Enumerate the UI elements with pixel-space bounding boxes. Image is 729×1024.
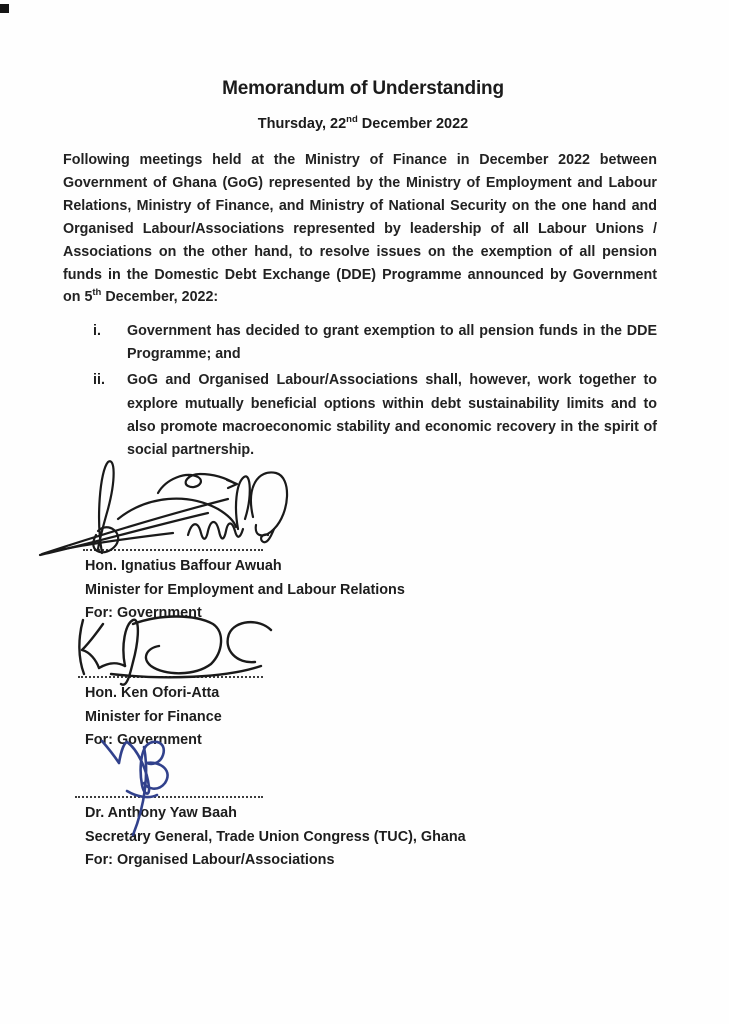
signatory-name: Hon. Ignatius Baffour Awuah <box>85 558 282 574</box>
intro-text: Following meetings held at the Ministry of Finance in December 2022 between Government of Ghana (GoG) represented by the Ministry of Employment and Labour Relations, Ministry of Finance, and Ministry of National Security on the one hand and Organised Labour/Associations represented by leadership of all Labour Unions / Associations on the other hand, to resolve issues on the exemption of all pension funds in the Domestic Debt Exchange (DDE) Programme announced by Government on 5 <box>63 152 657 306</box>
document-date <box>63 116 663 132</box>
signature-block-awuah <box>85 549 660 626</box>
list-item-text: GoG and Organised Labour/Associations shall, however, work together to explore mutually beneficial options within debt sustainability limits and to also promote macroeconomic stability and economic recovery in the spirit of social partnership. <box>127 372 657 459</box>
signatory-role: Secretary General, Trade Union Congress (TUC), Ghana <box>85 828 466 845</box>
intro-text-end: December, 2022: <box>101 289 219 306</box>
scan-artifact-mark <box>0 4 9 13</box>
signature-line <box>78 676 263 678</box>
document-title: Memorandum of Understanding <box>222 78 504 99</box>
signature-block-ofori-atta <box>85 676 660 753</box>
list-item <box>63 320 657 366</box>
date-ordinal-superscript: nd <box>346 114 358 126</box>
date-suffix: December 2022 <box>357 116 469 132</box>
list-item-marker: ii. <box>93 372 105 389</box>
signature-line <box>75 796 263 798</box>
date-prefix: Thursday, 22 <box>257 116 347 132</box>
signatory-for-line: For: Government <box>85 732 202 748</box>
signatory-name: Hon. Ken Ofori-Atta <box>85 685 220 701</box>
signature-block-baah <box>85 796 660 873</box>
list-item-text: Government has decided to grant exemption to all pension funds in the DDE Programme; and <box>127 323 657 363</box>
list-item <box>63 369 657 462</box>
intro-paragraph <box>63 149 657 309</box>
signatory-for-line: For: Government <box>85 605 202 621</box>
signatory-role: Minister for Finance <box>85 708 222 725</box>
resolution-list <box>63 320 657 465</box>
signatory-name: Dr. Anthony Yaw Baah <box>85 805 237 821</box>
signature-line <box>83 549 263 551</box>
signatory-for-line: For: Organised Labour/Associations <box>85 852 335 868</box>
signature-awuah-image <box>38 457 290 559</box>
list-item-marker: i. <box>93 323 101 339</box>
signatory-role: Minister for Employment and Labour Relations <box>85 581 405 598</box>
intro-ordinal-superscript: th <box>92 287 102 299</box>
